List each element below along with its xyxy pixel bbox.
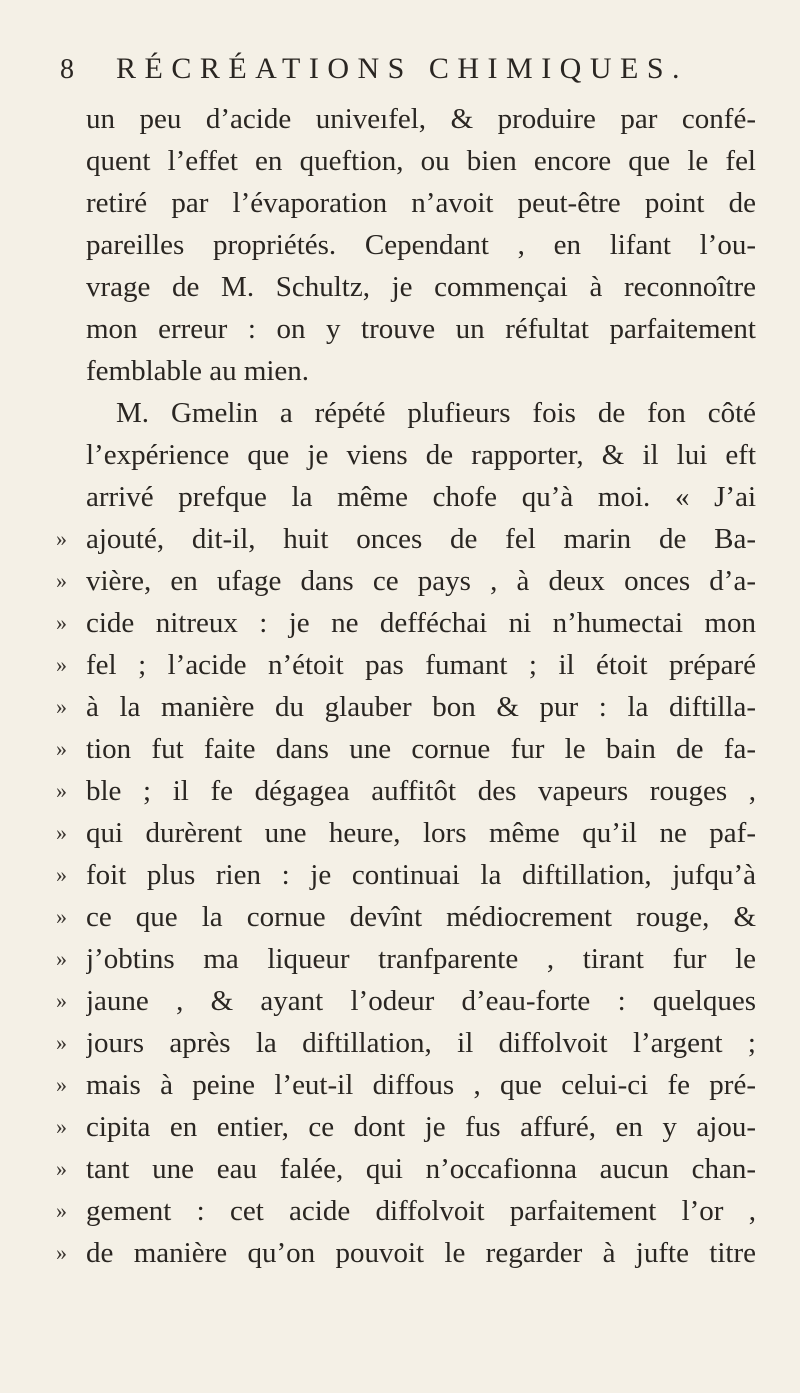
line-text: mais à peine l’eut-il diffous , que celui-ci fe pré-: [86, 1069, 756, 1101]
text-line: [56, 980, 756, 1022]
line-text: femblable au mien.: [86, 355, 310, 387]
line-text: jours après la diftillation, il diffolvoit l’argent ;: [86, 1027, 756, 1059]
line-text: fel ; l’acide n’étoit pas fumant ; il étoit préparé: [86, 649, 756, 681]
line-text: tion fut faite dans une cornue fur le bain de fa-: [86, 733, 756, 765]
text-line: [56, 728, 756, 770]
quote-mark: »: [56, 862, 67, 887]
quote-mark: [56, 476, 86, 518]
quote-mark: »: [56, 568, 67, 593]
quote-mark: »: [56, 694, 67, 719]
body-text: [56, 98, 756, 1274]
line-text: l’expérience que je viens de rapporter, & il lui eft: [86, 439, 756, 471]
text-line: [56, 770, 756, 812]
line-text: ce que la cornue devînt médiocrement rouge, &: [86, 901, 756, 933]
quote-mark: [56, 98, 86, 140]
quote-mark: [56, 266, 86, 308]
text-line: [56, 308, 756, 350]
text-line: [56, 266, 756, 308]
page-number: 8: [60, 54, 74, 85]
text-line: [56, 1064, 756, 1106]
line-text: jaune , & ayant l’odeur d’eau-forte : quelques: [86, 985, 756, 1017]
quote-mark: »: [56, 652, 67, 677]
text-line: [56, 434, 756, 476]
text-line: [56, 392, 756, 434]
quote-mark: [56, 350, 86, 392]
page-header: [56, 52, 756, 92]
text-line: [56, 140, 756, 182]
quote-mark: [56, 224, 86, 266]
line-text: pareilles propriétés. Cependant , en lifant l’ou-: [86, 229, 756, 261]
text-line: [56, 182, 756, 224]
line-text: retiré par l’évaporation n’avoit peut-être point de: [86, 187, 756, 219]
line-text: qui durèrent une heure, lors même qu’il ne paf-: [86, 817, 756, 849]
quote-mark: [56, 308, 86, 350]
line-text: un peu d’acide univeıfel, & produire par confé-: [86, 103, 756, 135]
line-text: ble ; il fe dégagea auffitôt des vapeurs rouges ,: [86, 775, 756, 807]
line-text: gement : cet acide diffolvoit parfaitement l’or ,: [86, 1195, 756, 1227]
line-text: foit plus rien : je continuai la diftillation, jufqu’à: [86, 859, 756, 891]
text-line: [56, 1190, 756, 1232]
text-line: [56, 1148, 756, 1190]
quote-mark: »: [56, 988, 67, 1013]
quote-mark: [56, 434, 86, 476]
line-text: arrivé prefque la même chofe qu’à moi. « J’ai: [86, 481, 756, 513]
quote-mark: [56, 392, 86, 434]
line-text: tant une eau falée, qui n’occafionna aucun chan-: [86, 1153, 756, 1185]
line-text: vrage de M. Schultz, je commençai à reconnoître: [86, 271, 756, 303]
text-line: [56, 560, 756, 602]
quote-mark: »: [56, 1240, 67, 1265]
line-text: M. Gmelin a répété plufieurs fois de fon côté: [116, 397, 756, 429]
quote-mark: »: [56, 1156, 67, 1181]
quote-mark: »: [56, 820, 67, 845]
line-text: cipita en entier, ce dont je fus affuré, en y ajou-: [86, 1111, 756, 1143]
text-line: [56, 518, 756, 560]
text-line: [56, 896, 756, 938]
text-line: [56, 224, 756, 266]
quote-mark: »: [56, 904, 67, 929]
line-text: j’obtins ma liqueur tranfparente , tirant fur le: [86, 943, 756, 975]
text-line: [56, 854, 756, 896]
line-text: de manière qu’on pouvoit le regarder à jufte titre: [86, 1237, 756, 1269]
running-title: RÉCRÉATIONS CHIMIQUES.: [116, 52, 689, 85]
quote-mark: »: [56, 778, 67, 803]
quote-mark: [56, 140, 86, 182]
book-page: [56, 52, 756, 1274]
text-line: [56, 476, 756, 518]
text-line: [56, 350, 756, 392]
quote-mark: »: [56, 610, 67, 635]
text-line: [56, 1232, 756, 1274]
text-line: [56, 1106, 756, 1148]
text-line: [56, 602, 756, 644]
line-text: ajouté, dit-il, huit onces de fel marin de Ba-: [86, 523, 756, 555]
text-line: [56, 644, 756, 686]
line-text: quent l’effet en queftion, ou bien encore que le fel: [86, 145, 756, 177]
quote-mark: »: [56, 1072, 67, 1097]
line-text: mon erreur : on y trouve un réfultat parfaitement: [86, 313, 756, 345]
quote-mark: »: [56, 1030, 67, 1055]
line-text: vière, en ufage dans ce pays , à deux onces d’a-: [86, 565, 756, 597]
quote-mark: »: [56, 946, 67, 971]
quote-mark: »: [56, 736, 67, 761]
text-line: [56, 938, 756, 980]
text-line: [56, 1022, 756, 1064]
line-text: à la manière du glauber bon & pur : la diftilla-: [86, 691, 756, 723]
quote-mark: [56, 182, 86, 224]
text-line: [56, 98, 756, 140]
quote-mark: »: [56, 526, 67, 551]
quote-mark: »: [56, 1114, 67, 1139]
quote-mark: »: [56, 1198, 67, 1223]
text-line: [56, 812, 756, 854]
line-text: cide nitreux : je ne defféchai ni n’humectai mon: [86, 607, 756, 639]
text-line: [56, 686, 756, 728]
